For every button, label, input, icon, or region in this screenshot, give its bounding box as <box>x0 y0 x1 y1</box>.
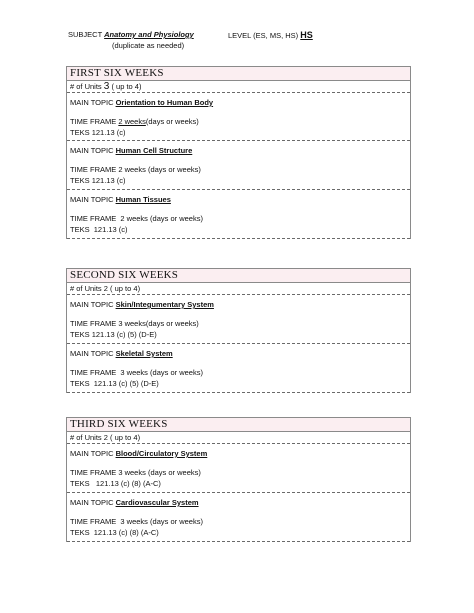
level-label: LEVEL (ES, MS, HS) <box>228 31 299 40</box>
teks-label: TEKS <box>70 528 90 537</box>
teks-label: TEKS <box>70 225 90 234</box>
time-frame-label: TIME FRAME <box>70 319 117 328</box>
main-topic <box>67 145 410 156</box>
level-value: HS <box>300 30 313 40</box>
main-topic <box>67 194 410 205</box>
main-topic-label: MAIN TOPIC <box>70 449 114 458</box>
time-frame-value: 2 weeks <box>118 165 146 174</box>
time-frame-label: TIME FRAME <box>70 214 117 223</box>
time-frame-value: 2 weeks <box>118 117 146 126</box>
units-value: 2 <box>103 284 108 293</box>
main-topic-name: Blood/Circulatory System <box>115 449 208 458</box>
subject-label: SUBJECT <box>68 30 103 39</box>
main-topic-name: Cardiovascular System <box>115 498 199 507</box>
time-frame <box>67 164 410 175</box>
teks <box>67 527 410 538</box>
teks-label: TEKS <box>70 479 90 488</box>
section-first-six-weeks <box>66 66 411 239</box>
dashed-divider <box>67 140 410 141</box>
dashed-divider <box>67 541 410 542</box>
teks-label: TEKS <box>70 379 90 388</box>
units-label: # of Units <box>70 284 102 293</box>
time-frame-note: (days or weeks) <box>147 468 201 477</box>
main-topic <box>67 348 410 359</box>
main-topic <box>67 299 410 310</box>
teks <box>67 127 410 138</box>
main-topic-name: Human Tissues <box>115 195 171 204</box>
time-frame-label: TIME FRAME <box>70 117 117 126</box>
teks-value: 121.13 (c) (5) (D-E) <box>93 379 159 388</box>
main-topic-label: MAIN TOPIC <box>70 349 114 358</box>
time-frame-value: 3 weeks <box>120 368 148 377</box>
teks-value: 121.13 (c) (5) (D-E) <box>91 330 157 339</box>
main-topic-label: MAIN TOPIC <box>70 300 114 309</box>
teks-label: TEKS <box>70 330 90 339</box>
teks-value: 121.13 (c) (8) (A-C) <box>93 528 159 537</box>
time-frame-note: (days or weeks) <box>145 117 199 126</box>
dashed-divider <box>67 392 410 393</box>
teks <box>67 378 410 389</box>
dashed-divider <box>67 92 410 93</box>
time-frame-value: 3 weeks <box>118 319 146 328</box>
dashed-divider <box>67 343 410 344</box>
teks-label: TEKS <box>70 176 90 185</box>
dashed-divider <box>67 492 410 493</box>
main-topic-name: Orientation to Human Body <box>115 98 214 107</box>
units-row <box>67 283 410 294</box>
subject-value: Anatomy and Physiology <box>104 30 194 39</box>
teks-value: 121.13 (c) <box>93 225 128 234</box>
units-note: ( up to 4) <box>111 82 142 91</box>
teks-value: 121.13 (c) (8) (A-C) <box>95 479 161 488</box>
units-label: # of Units <box>70 82 102 91</box>
section-title: THIRD SIX WEEKS <box>67 418 410 432</box>
time-frame-note: (days or weeks) <box>150 517 203 526</box>
units-note: ( up to 4) <box>110 284 141 293</box>
section-title: FIRST SIX WEEKS <box>67 67 410 81</box>
units-value: 3 <box>103 81 110 92</box>
teks <box>67 478 410 489</box>
dashed-divider <box>67 443 410 444</box>
teks-label: TEKS <box>70 128 90 137</box>
teks-value: 121.13 (c) <box>91 176 126 185</box>
dashed-divider <box>67 238 410 239</box>
main-topic <box>67 97 410 108</box>
teks <box>67 175 410 186</box>
units-row <box>67 81 410 92</box>
units-value: 2 <box>103 433 108 442</box>
time-frame <box>67 116 410 127</box>
time-frame-label: TIME FRAME <box>70 368 117 377</box>
teks <box>67 224 410 235</box>
time-frame-value: 3 weeks <box>118 468 146 477</box>
time-frame <box>67 467 410 478</box>
time-frame-note: (days or weeks) <box>150 214 203 223</box>
time-frame-label: TIME FRAME <box>70 165 117 174</box>
time-frame-label: TIME FRAME <box>70 517 117 526</box>
time-frame-note: (days or weeks) <box>150 368 203 377</box>
main-topic-name: Skin/Integumentary System <box>115 300 214 309</box>
time-frame-value: 2 weeks <box>120 214 148 223</box>
time-frame-value: 3 weeks <box>120 517 148 526</box>
dashed-divider <box>67 189 410 190</box>
units-row <box>67 432 410 443</box>
main-topic-label: MAIN TOPIC <box>70 195 114 204</box>
main-topic-label: MAIN TOPIC <box>70 498 114 507</box>
main-topic <box>67 497 410 508</box>
main-topic-name: Human Cell Structure <box>115 146 193 155</box>
main-topic-name: Skeletal System <box>115 349 173 358</box>
section-second-six-weeks <box>66 268 411 393</box>
time-frame <box>67 213 410 224</box>
time-frame-note: (days or weeks) <box>145 319 199 328</box>
units-label: # of Units <box>70 433 102 442</box>
level-line <box>228 30 313 40</box>
time-frame <box>67 318 410 329</box>
time-frame-note: (days or weeks) <box>147 165 201 174</box>
section-third-six-weeks <box>66 417 411 542</box>
teks-value: 121.13 (c) <box>91 128 126 137</box>
time-frame <box>67 516 410 527</box>
dashed-divider <box>67 294 410 295</box>
units-note: ( up to 4) <box>110 433 141 442</box>
duplicate-note: (duplicate as needed) <box>112 41 185 50</box>
main-topic-label: MAIN TOPIC <box>70 146 114 155</box>
time-frame-label: TIME FRAME <box>70 468 117 477</box>
section-title: SECOND SIX WEEKS <box>67 269 410 283</box>
main-topic-label: MAIN TOPIC <box>70 98 114 107</box>
time-frame <box>67 367 410 378</box>
main-topic <box>67 448 410 459</box>
subject-line <box>68 30 194 39</box>
teks <box>67 329 410 340</box>
